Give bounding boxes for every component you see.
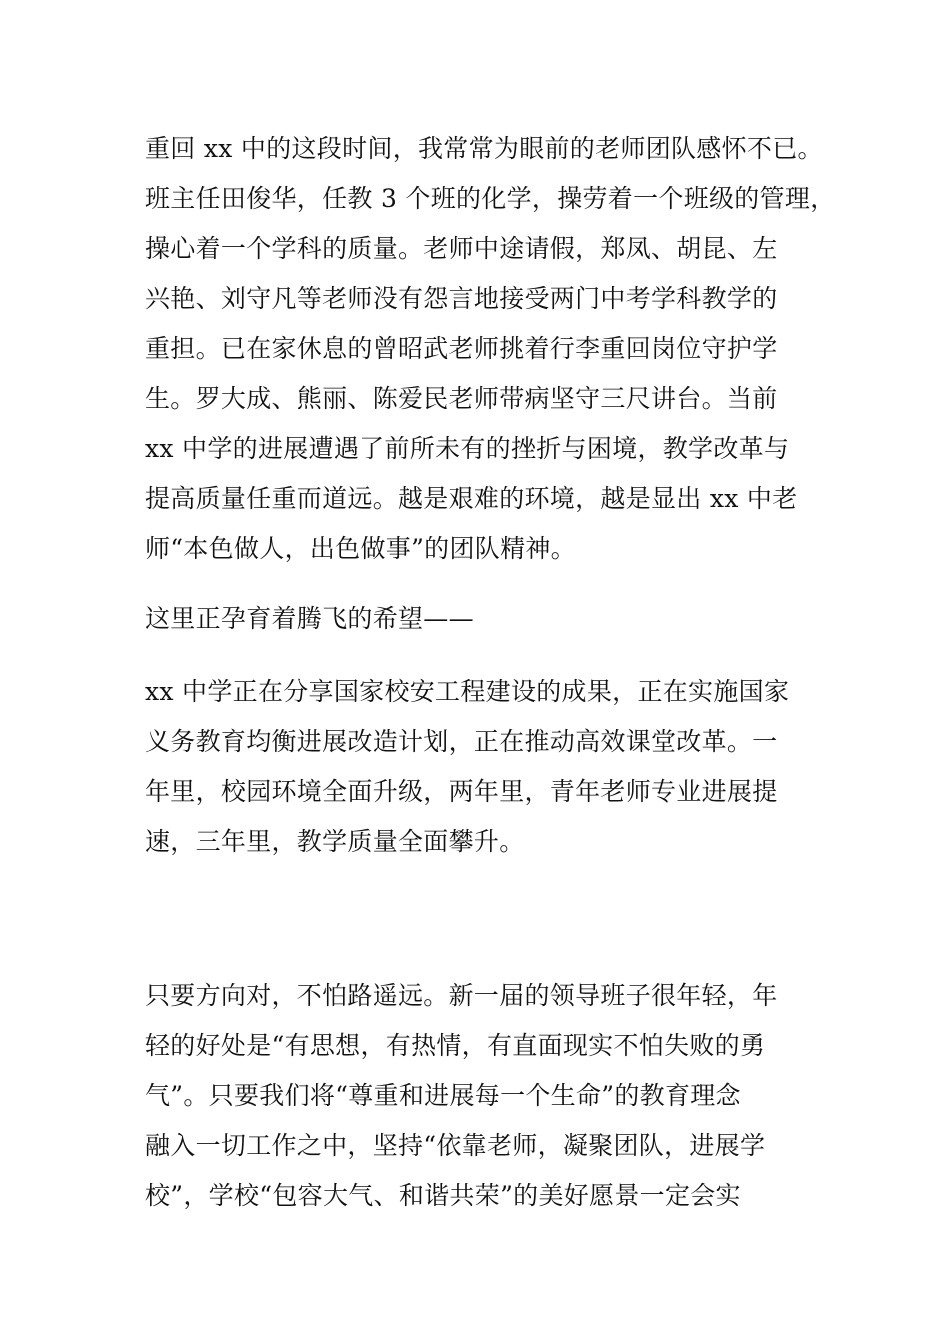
text-line: 生。罗大成、熊丽、陈爱民老师带病坚守三尺讲台。当前 (145, 384, 778, 413)
text-line: 师“本色做人，出色做事”的团队精神。 (145, 534, 576, 563)
text-line: 兴艳、刘守凡等老师没有怨言地接受两门中考学科教学的 (145, 284, 778, 313)
text-line: 班主任田俊华，任教 3 个班的化学，操劳着一个班级的管理， (145, 184, 836, 213)
text-line: 这里正孕育着腾飞的希望—— (145, 604, 474, 633)
text-line: 年里，校园环境全面升级，两年里，青年老师专业进展提 (145, 777, 778, 806)
text-line: 重回 xx 中的这段时间，我常常为眼前的老师团队感怀不已。 (145, 134, 823, 163)
text-line: 融入一切工作之中，坚持“依靠老师，凝聚团队，进展学 (145, 1131, 766, 1160)
text-line: 校”，学校“包容大气、和谐共荣”的美好愿景一定会实 (145, 1181, 741, 1210)
text-line: 速，三年里，教学质量全面攀升。 (145, 827, 525, 856)
text-line: 气”。只要我们将“尊重和进展每一个生命”的教育理念 (145, 1081, 741, 1110)
text-line: xx 中学的进展遭遇了前所未有的挫折与困境，教学改革与 (145, 434, 790, 463)
text-line: 义务教育均衡进展改造计划，正在推动高效课堂改革。一 (145, 727, 778, 756)
text-line: 操心着一个学科的质量。老师中途请假，郑凤、胡昆、左 (145, 234, 778, 263)
text-line: 提高质量任重而道远。越是艰难的环境，越是显出 xx 中老 (145, 484, 798, 513)
text-line: 轻的好处是“有思想，有热情，有直面现实不怕失败的勇 (145, 1031, 766, 1060)
text-line: xx 中学正在分享国家校安工程建设的成果，正在实施国家 (145, 677, 790, 706)
text-line: 只要方向对，不怕路遥远。新一届的领导班子很年轻，年 (145, 981, 778, 1010)
text-line: 重担。已在家休息的曾昭武老师挑着行李重回岗位守护学 (145, 334, 778, 363)
